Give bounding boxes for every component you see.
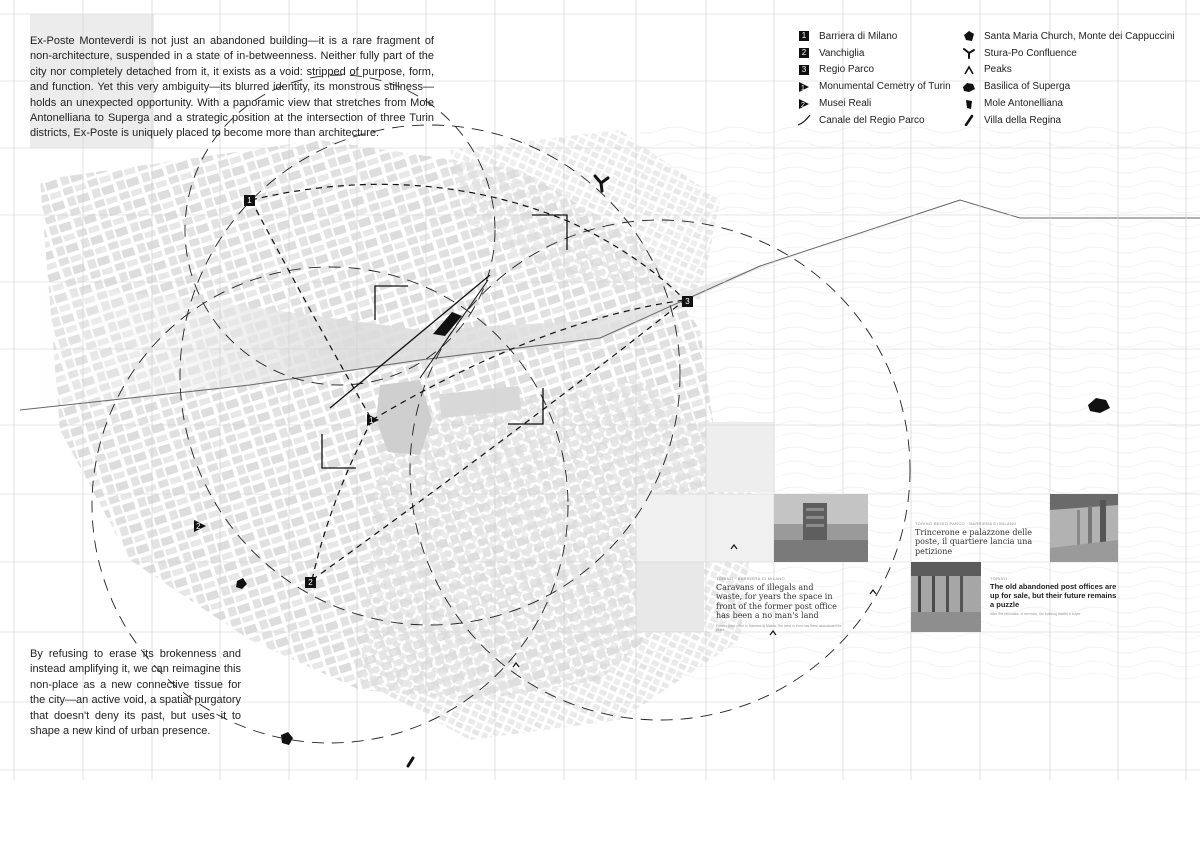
legend-label: Villa della Regina	[984, 114, 1062, 126]
villa-icon	[962, 114, 976, 126]
legend-item	[962, 78, 1175, 95]
district-marker	[244, 195, 255, 206]
confluence-icon	[962, 47, 976, 59]
legend-label: Canale del Regio Parco	[819, 114, 925, 126]
legend-label: Monumental Cemetry of Turin	[819, 81, 951, 93]
district-marker	[682, 296, 693, 307]
legend-label: Barriera di Milano	[819, 30, 898, 42]
legend-item	[797, 45, 951, 62]
intro-paragraph: Ex-Poste Monteverdi is not just an abandoned building—it is a rare fragment of non-architecture, suspended in a state of in-betweenness. Neither fully part of the city nor completely detached from it, it exists as a void: stripped of purpose, form, and function. Yet this very ambiguity—its blurred identity, its monstrous stillness—holds an unexpected opportunity. With a panoramic view that stretches from Mole Antonelliana to Superga and a strategic position at the intersection of three Turin districts, Ex-Poste is uniquely placed to become more than architecture.	[30, 35, 434, 140]
shade-rect	[636, 494, 774, 562]
legend-label: Peaks	[984, 64, 1012, 76]
legend-item	[962, 95, 1175, 112]
legend-label: Musei Reali	[819, 98, 872, 110]
article-summary: After the relocation of services, the building awaits a buyer	[990, 612, 1081, 617]
square-number-icon: 2	[797, 47, 811, 59]
shade-rect	[706, 422, 774, 492]
svg-text:1: 1	[801, 84, 805, 92]
legend-label: Basilica of Superga	[984, 81, 1071, 93]
district-marker	[305, 577, 316, 588]
legend-item	[962, 45, 1175, 62]
canal-line-icon	[797, 114, 811, 126]
news-article-sale	[990, 576, 1118, 617]
villa-icon	[408, 758, 413, 766]
article-kicker: TORINO · BARRIERA DI MILANO	[716, 576, 785, 581]
legend-item	[797, 95, 951, 112]
triangle-number-icon	[797, 81, 811, 93]
news-article-caravans	[716, 576, 842, 633]
news-photo-hall	[911, 562, 981, 632]
square-number-icon: 3	[797, 64, 811, 76]
legend-item	[797, 62, 951, 79]
legend-label: Stura-Po Confluence	[984, 47, 1077, 59]
triangle-number-icon	[797, 98, 811, 110]
legend-label: Regio Parco	[819, 64, 875, 76]
article-kicker: TORINO	[990, 576, 1008, 581]
legend-districts	[797, 28, 951, 129]
legend-label: Santa Maria Church, Monte dei Cappuccini	[984, 30, 1175, 42]
article-headline: The old abandoned post offices are up for sale, but their future remains a puzzle	[990, 582, 1117, 609]
article-kicker: TORINO REGIO PARCO · BARRIERA DI MILANO	[915, 521, 1017, 526]
church-icon	[281, 732, 293, 745]
svg-text:2: 2	[196, 522, 201, 531]
news-photo-colonnade	[1050, 494, 1118, 562]
district-number: 1	[244, 195, 255, 206]
peak-icon	[962, 64, 976, 76]
landmark-marker	[193, 519, 207, 538]
basilica-icon	[962, 81, 976, 93]
news-photo-tower	[774, 494, 868, 562]
district-number: 3	[682, 296, 693, 307]
svg-text:2: 2	[801, 101, 805, 109]
legend-label: Mole Antonelliana	[984, 98, 1063, 110]
article-headline: Trincerone e palazzone delle poste, il quartiere lancia una petizione	[915, 528, 1033, 556]
closing-paragraph: By refusing to erase its brokenness and instead amplifying it, we can reimagine this non-place as a new connective tissue for the city—an active void, a spatial purgatory that doesn't deny its past, but uses it to shape a new kind of urban presence.	[30, 648, 241, 738]
svg-text:1: 1	[369, 416, 374, 425]
landmark-marker	[366, 413, 380, 432]
legend-item	[962, 112, 1175, 129]
shade-rect	[636, 562, 704, 632]
article-summary: Former post office in Barriera di Milano: the area in front has been abandoned for years	[716, 623, 842, 633]
legend-item	[797, 112, 951, 129]
legend-item	[962, 62, 1175, 79]
church-icon	[962, 30, 976, 42]
legend-label: Vanchiglia	[819, 47, 865, 59]
legend-item	[797, 28, 951, 45]
district-number: 2	[305, 577, 316, 588]
square-number-icon: 1	[797, 30, 811, 42]
news-article-petition	[915, 521, 1049, 556]
mole-icon	[962, 98, 976, 110]
legend-item	[962, 28, 1175, 45]
legend-landmarks	[962, 28, 1175, 129]
legend-item	[797, 78, 951, 95]
article-headline: Caravans of illegals and waste, for years the space in front of the former post office has been a no man's land	[716, 583, 837, 621]
